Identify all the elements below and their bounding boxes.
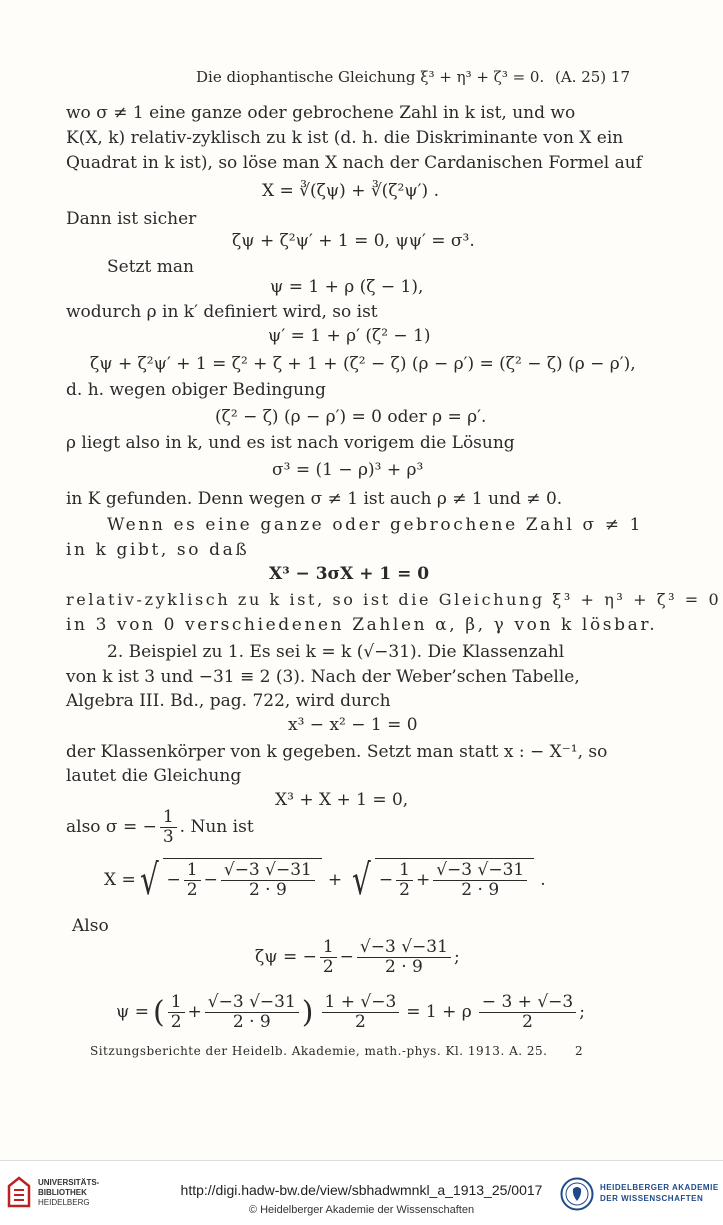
page-footer-citation: Sitzungsberichte der Heidelb. Akademie, math.-phys. Kl. 1913. A. 25. [90,1044,548,1058]
text-line: wo σ ≠ 1 eine ganze oder gebrochene Zahl in k ist, und wo [66,103,576,123]
equation-zeta-psi: ζψ = − $\frac{1}{2}$ − $\frac{√-3 √-31}{2 \cdot 9}$ ; [255,937,460,977]
page-footer-sheet-number: 2 [575,1044,584,1058]
academy-seal-icon [560,1177,594,1211]
cube-root: √ − $\frac{1}{2}$ + $\frac{√-3 √-31}{2 \cdot 9}$ [348,858,534,902]
equation-psi: ψ = ( $\frac{1}{2}$ + $\frac{√-3 √-31}{2 \cdot 9}$ ) $\frac{1 + √-3}{2}$ = 1 + ρ $\frac{- 3 + √-3}{2}$ ; [116,992,585,1032]
text-line: Also [72,916,109,936]
permalink-url[interactable]: http://digi.hadw-bw.de/view/sbhadwmnkl_a_1913_25/0017 [180,1182,543,1198]
running-header-page-ref: (A. 25) 17 [555,68,631,86]
text-line: Setzt man [107,257,194,277]
equation: X³ − 3σX + 1 = 0 [269,564,430,584]
text-line: von k ist 3 und −31 ≡ 2 (3). Nach der Weber’schen Tabelle, [66,667,580,687]
equation: σ³ = (1 − ρ)³ + ρ³ [272,460,424,480]
academy-name: HEIDELBERGER AKADEMIE DER WISSENSCHAFTEN [600,1183,719,1203]
text-line: in 3 von 0 verschiedenen Zahlen α, β, γ von k lösbar. [66,615,658,635]
university-library-name: UNIVERSITÄTS- BIBLIOTHEK HEIDELBERG [38,1178,100,1207]
text-line: in k gibt, so daß [66,540,250,560]
text-line: relativ-zyklisch zu k ist, so ist die Gleichung ξ³ + η³ + ζ³ = 0 [66,590,722,609]
text-line: Algebra III. Bd., pag. 722, wird durch [66,691,391,711]
text-line: lautet die Gleichung [66,766,242,786]
equation: x³ − x² − 1 = 0 [288,715,418,735]
text-line: d. h. wegen obiger Bedingung [66,380,326,400]
equation: ψ = 1 + ρ (ζ − 1), [270,277,424,297]
cube-root: √ − $\frac{1}{2}$ − $\frac{√-3 √-31}{2 \cdot 9}$ [136,858,322,902]
text-line: 2. Beispiel zu 1. Es sei k = k (√−31). Die Klassenzahl [107,642,565,662]
equation: (ζ² − ζ) (ρ − ρ′) = 0 oder ρ = ρ′. [215,407,487,427]
text-line: ρ liegt also in k, und es ist nach vorigem die Lösung [66,433,515,453]
equation: ψ′ = 1 + ρ′ (ζ² − 1) [268,326,431,346]
text-line: wodurch ρ in k′ definiert wird, so ist [66,302,378,322]
equation: ζψ + ζ²ψ′ + 1 = ζ² + ζ + 1 + (ζ² − ζ) (ρ − ρ′) = (ζ² − ζ) (ρ − ρ′), [90,354,636,374]
equation: X³ + X + 1 = 0, [275,790,409,810]
equation: ζψ + ζ²ψ′ + 1 = 0, ψψ′ = σ³. [232,231,475,251]
text-line: der Klassenkörper von k gegeben. Setzt man statt x : − X⁻¹, so [66,742,608,762]
text-line: K(X, k) relativ-zyklisch zu k ist (d. h. die Diskriminante von X ein [66,128,624,148]
equation-cardano: X = √ − $\frac{1}{2}$ − $\frac{√-3 √-31}{2 \cdot 9}$ + √ − $\frac{1}{2}$ + $\frac{√-3 √-31}{2 \cdot 9}$ . [104,855,546,904]
text-line: in K gefunden. Denn wegen σ ≠ 1 ist auch ρ ≠ 1 und ≠ 0. [66,489,563,509]
text-line: Quadrat in k ist), so löse man X nach der Cardanischen Formel auf [66,153,642,173]
text-line: Dann ist sicher [66,209,197,229]
copyright-notice: © Heidelberger Akademie der Wissenschaften [248,1204,475,1216]
text-line: Wenn es eine ganze oder gebrochene Zahl σ ≠ 1 [107,515,643,535]
text-line: also σ = − $\frac{1}{3}$ . Nun ist [66,807,254,847]
running-header-title: Die diophantische Gleichung ξ³ + η³ + ζ³ = 0. [196,68,545,86]
fraction-one-third: $\frac{1}{3}$ [160,808,177,847]
equation: X = ∛(ζψ) + ∛(ζ²ψ′) . [262,181,439,201]
